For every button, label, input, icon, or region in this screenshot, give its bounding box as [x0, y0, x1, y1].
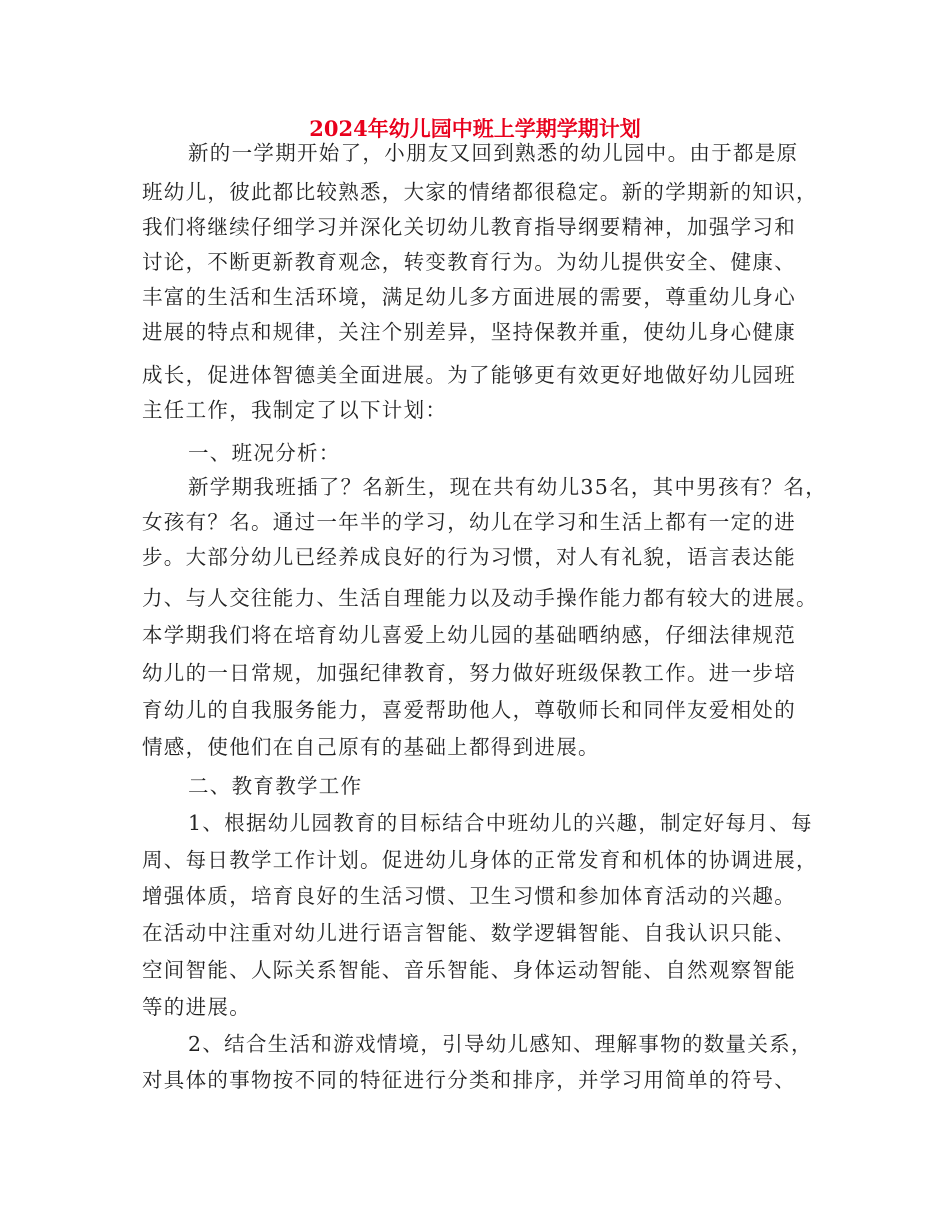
paragraph-line: 1、根据幼儿园教育的目标结合中班幼儿的兴趣，制定好每月、每 [188, 811, 813, 835]
paragraph-line: 新学期我班插了？名新生，现在共有幼儿35名，其中男孩有？名， [188, 475, 828, 499]
paragraph-line: 我们将继续仔细学习并深化关切幼儿教育指导纲要精神，加强学习和 [142, 215, 796, 239]
paragraph-line: 新的一学期开始了，小朋友又回到熟悉的幼儿园中。由于都是原 [188, 141, 799, 165]
paragraph-line: 成长，促进体智德美全面进展。为了能够更有效更好地做好幼儿园班 [142, 363, 796, 387]
paragraph-line: 主任工作，我制定了以下计划： [142, 398, 448, 422]
section-heading: 二、教育教学工作 [188, 774, 363, 798]
paragraph-line: 2、结合生活和游戏情境，引导幼儿感知、理解事物的数量关系， [188, 1032, 813, 1056]
paragraph-line: 丰富的生活和生活环境，满足幼儿多方面进展的需要，尊重幼儿身心 [142, 285, 796, 309]
paragraph-line: 进展的特点和规律，关注个别差异，坚持保教并重，使幼儿身心健康 [142, 320, 796, 344]
paragraph-line: 女孩有？名。通过一年半的学习，幼儿在学习和生活上都有一定的进 [142, 510, 796, 534]
document-title: 2024年幼儿园中班上学期学期计划 [309, 116, 641, 141]
paragraph-line: 周、每日教学工作计划。促进幼儿身体的正常发育和机体的协调进展， [142, 848, 818, 872]
paragraph-line: 情感，使他们在自己原有的基础上都得到进展。 [142, 735, 600, 759]
paragraph-line: 步。大部分幼儿已经养成良好的行为习惯，对人有礼貌，语言表达能 [142, 545, 796, 569]
paragraph-line: 等的进展。 [142, 995, 251, 1019]
paragraph-line: 力、与人交往能力、生活自理能力以及动手操作能力都有较大的进展。 [142, 586, 818, 610]
paragraph-line: 对具体的事物按不同的特征进行分类和排序，并学习用简单的符号、 [142, 1068, 796, 1092]
paragraph-line: 本学期我们将在培育幼儿喜爱上幼儿园的基础晒纳感，仔细法律规范 [142, 623, 796, 647]
paragraph-line: 增强体质，培育良好的生活习惯、卫生习惯和参加体育活动的兴趣。 [142, 884, 796, 908]
paragraph-line: 空间智能、人际关系智能、音乐智能、身体运动智能、自然观察智能 [142, 958, 796, 982]
paragraph-line: 讨论，不断更新教育观念，转变教育行为。为幼儿提供安全、健康、 [142, 250, 796, 274]
section-heading: 一、班况分析： [188, 441, 341, 465]
paragraph-line: 幼儿的一日常规，加强纪律教育，努力做好班级保教工作。进一步培 [142, 661, 796, 685]
paragraph-line: 在活动中注重对幼儿进行语言智能、数学逻辑智能、自我认识只能、 [142, 921, 796, 945]
paragraph-line: 育幼儿的自我服务能力，喜爱帮助他人，尊敬师长和同伴友爱相处的 [142, 698, 796, 722]
paragraph-line: 班幼儿，彼此都比较熟悉，大家的情绪都很稳定。新的学期新的知识， [142, 180, 818, 204]
